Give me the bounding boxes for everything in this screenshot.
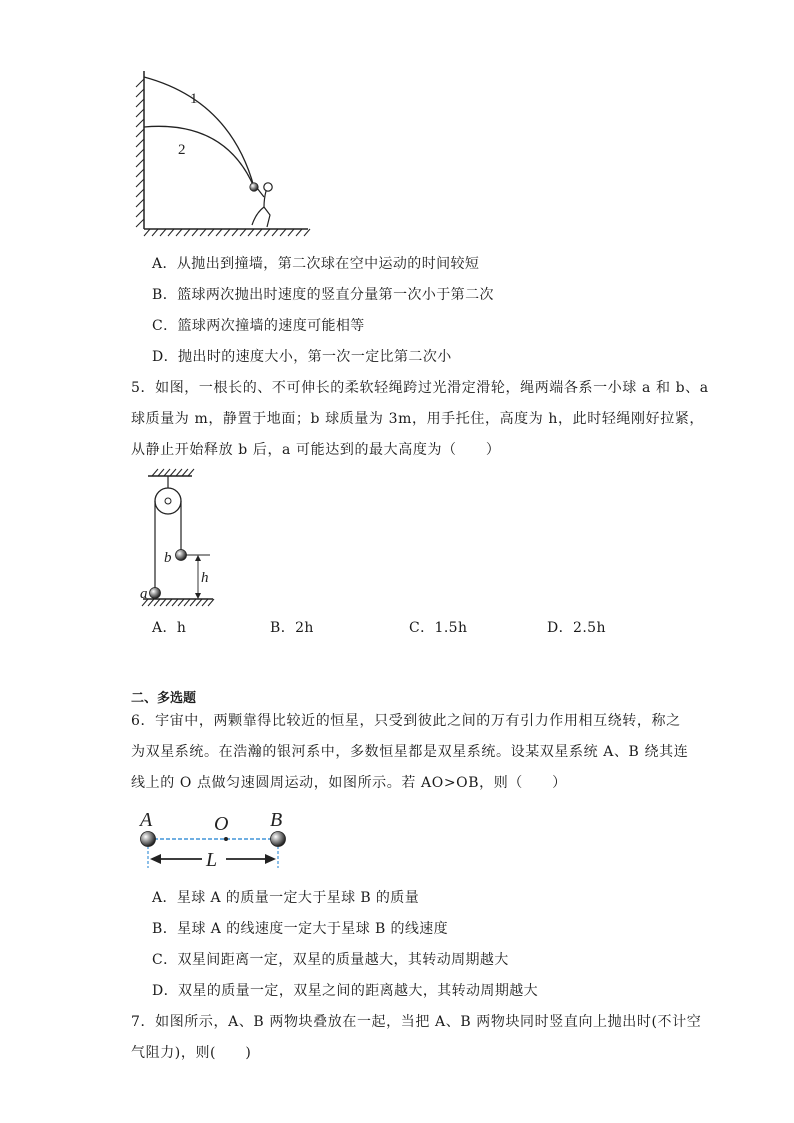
q6-option-b: B．星球 A 的线速度一定大于星球 B 的线速度: [152, 921, 449, 937]
q5-stem-line-3: 从静止开始释放 b 后，a 可能达到的最大高度为（ ）: [131, 442, 501, 458]
label-distance-l: L: [206, 849, 218, 871]
q6-option-d: D．双星的质量一定，双星之间的距离越大，其转动周期越大: [152, 983, 539, 999]
label-center-o: O: [214, 813, 229, 835]
wall-hatching: [136, 79, 144, 227]
ground-hatching: [144, 229, 310, 236]
q4-option-a: A．从抛出到撞墙，第二次球在空中运动的时间较短: [152, 256, 480, 272]
q5-stem-line-2: 球质量为 m，静置于地面；b 球质量为 3m，用手托住，高度为 h，此时轻绳刚好拉紧，: [131, 411, 705, 427]
trajectory-1-label: 1: [190, 91, 198, 107]
q5-stem-line-1: 5．如图，一根长的、不可伸长的柔软轻绳跨过光滑定滑轮，绳两端各系一小球 a 和 b、a: [131, 380, 709, 396]
q5-option-d: D．2.5h: [547, 620, 606, 636]
label-a: a: [140, 586, 148, 602]
q4-option-b: B．篮球两次抛出时速度的竖直分量第一次小于第二次: [152, 287, 494, 303]
q4-option-d: D．抛出时的速度大小，第一次一定比第二次小: [152, 349, 452, 365]
q4-option-c: C．篮球两次撞墙的速度可能相等: [152, 318, 365, 334]
floor-hatching: [142, 599, 214, 606]
ball-a: [150, 588, 161, 599]
label-star-a: A: [140, 809, 153, 831]
section-title: 二、多选题: [131, 691, 197, 706]
height-arrow-head-bottom: [195, 593, 201, 599]
distance-arrow-head-right: [265, 854, 276, 864]
q5-option-b: B．2h: [270, 620, 314, 636]
trajectory-2-label: 2: [178, 142, 186, 158]
trajectory-2: [144, 126, 254, 187]
label-star-b: B: [270, 809, 283, 831]
figure-basketball-trajectories: [120, 65, 320, 245]
q6-stem-line-3: 线上的 O 点做匀速圆周运动，如图所示。若 AO>OB，则（ ）: [131, 775, 567, 791]
basketball: [250, 183, 258, 191]
q6-option-a: A．星球 A 的质量一定大于星球 B 的质量: [152, 890, 420, 906]
ceiling-hatching: [152, 469, 194, 476]
q5-option-c: C．1.5h: [409, 620, 468, 636]
q7-stem-line-1: 7．如图所示，A、B 两物块叠放在一起，当把 A、B 两物块同时竖直向上抛出时(不计空: [131, 1014, 702, 1030]
q5-option-a: A．h: [152, 620, 187, 636]
ball-b: [176, 550, 187, 561]
q7-stem-line-2: 气阻力)，则( ): [131, 1045, 252, 1061]
label-h: h: [201, 570, 209, 586]
figure-pulley-system: [138, 468, 233, 608]
height-arrow-head-top: [195, 555, 201, 561]
q6-option-c: C．双星间距离一定，双星的质量越大，其转动周期越大: [152, 952, 509, 968]
star-b: [271, 832, 286, 847]
pulley-axle: [165, 498, 171, 504]
distance-arrow-head-left: [150, 854, 161, 864]
q6-stem-line-2: 为双星系统。在浩瀚的银河系中，多数恒星都是双星系统。设某双星系统 A、B 绕其连: [131, 744, 689, 760]
q6-stem-line-1: 6．宇宙中，两颗靠得比较近的恒星，只受到彼此之间的万有引力作用相互绕转，称之: [131, 713, 681, 729]
star-a: [141, 832, 156, 847]
label-b: b: [164, 550, 172, 566]
figure-binary-stars: [134, 806, 294, 871]
center-o: [224, 837, 228, 841]
